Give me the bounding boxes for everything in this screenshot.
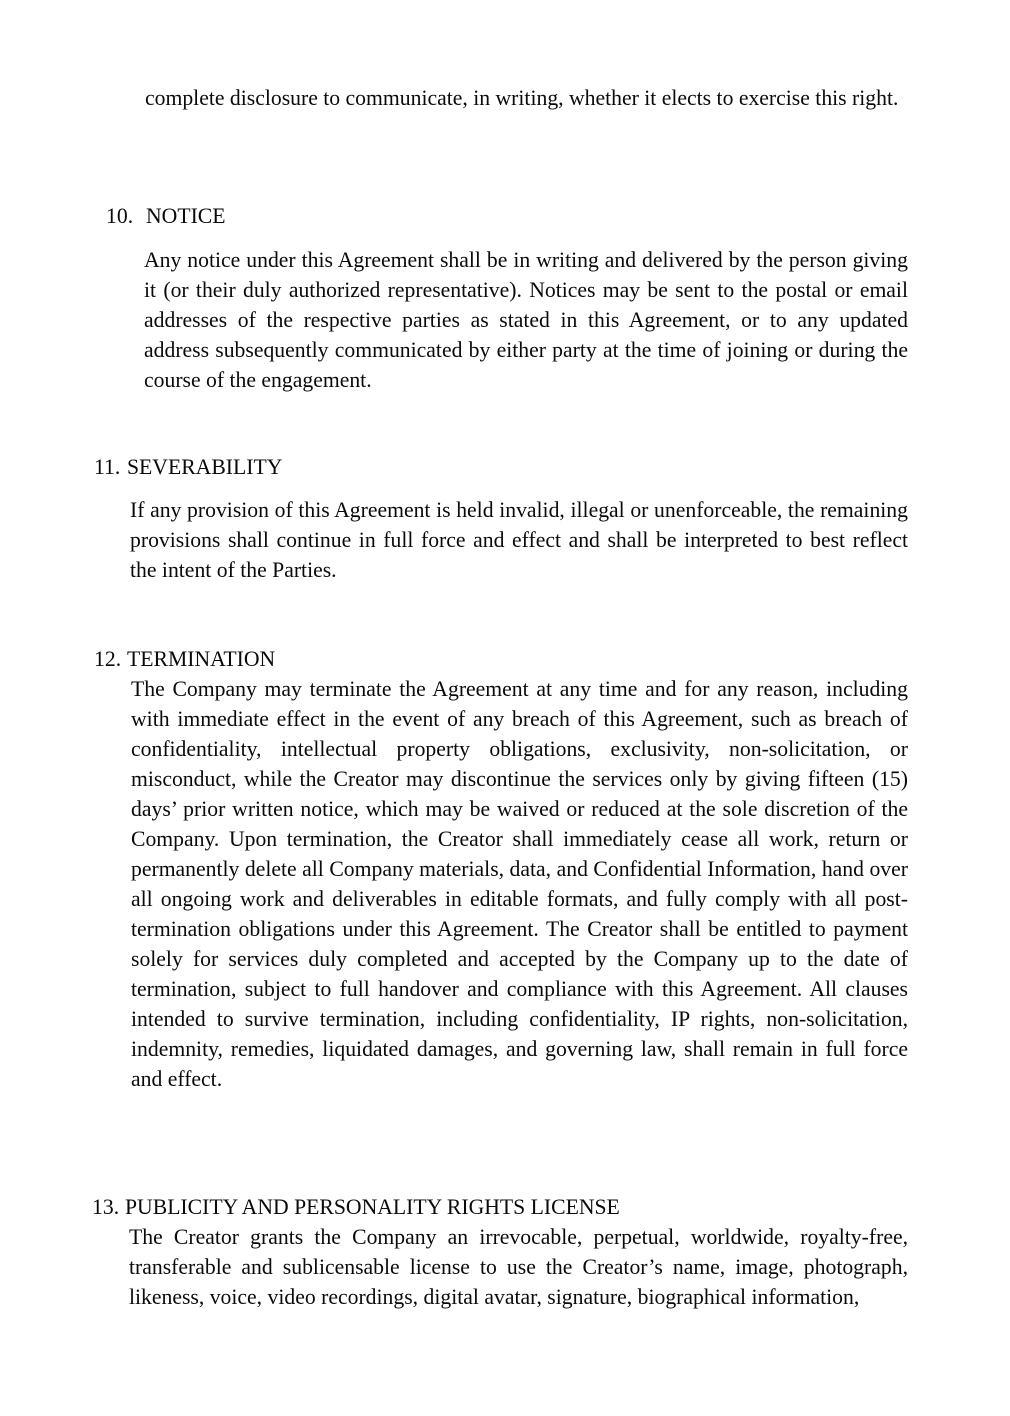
section-13-paragraph: The Creator grants the Company an irrevocable, perpetual, worldwide, royalty-free, transferable and sublicensable license to use the Creator’s name, image, photograph, likeness, voice, video recordings, digital avatar, signature, biographical information, [129,1225,908,1309]
section-11-paragraph: If any provision of this Agreement is held invalid, illegal or unenforceable, the remaining provisions shall continue in full force and effect and shall be interpreted to best reflect the intent of the Parties. [130,498,908,582]
section-11-number: 11. [94,455,121,479]
section-13-heading [92,1192,620,1222]
section-12-number: 12. [94,647,122,671]
section-11-heading [94,452,282,482]
section-10-heading [106,201,226,231]
section-10-number: 10. [106,204,134,228]
continuation-paragraph: complete disclosure to communicate, in writing, whether it elects to exercise this right. [145,86,899,110]
section-13-title: PUBLICITY AND PERSONALITY RIGHTS LICENSE [125,1195,620,1219]
section-12-paragraph: The Company may terminate the Agreement at any time and for any reason, including with immediate effect in the event of any breach of this Agreement, such as breach of confidentiality, intellectual property obligations, exclusivity, non-solicitation, or misconduct, while the Creator may discontinue the services only by giving fifteen (15) days’ prior written notice, which may be waived or reduced at the sole discretion of the Company. Upon termination, the Creator shall immediately cease all work, return or permanently delete all Company materials, data, and Confidential Information, hand over all ongoing work and deliverables in editable formats, and fully comply with all post-termination obligations under this Agreement. The Creator shall be entitled to payment solely for services duly completed and accepted by the Company up to the date of termination, subject to full handover and compliance with this Agreement. All clauses intended to survive termination, including confidentiality, IP rights, non-solicitation, indemnity, remedies, liquidated damages, and governing law, shall remain in full force and effect. [131,677,908,1091]
section-10-paragraph: Any notice under this Agreement shall be in writing and delivered by the person giving it (or their duly authorized representative). Notices may be sent to the postal or email addresses of the respective parties as stated in this Agreement, or to any updated address subsequently communicated by either party at the time of joining or during the course of the engagement. [144,248,908,392]
section-12-heading [94,644,275,674]
section-13-number: 13. [92,1195,120,1219]
section-12-title: TERMINATION [127,647,276,671]
section-10-title: NOTICE [146,204,226,228]
section-11-title: SEVERABILITY [127,455,283,479]
